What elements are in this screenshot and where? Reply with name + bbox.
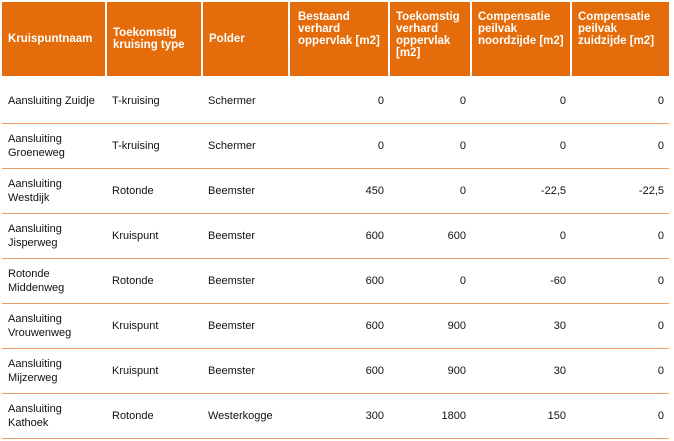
cell-toekomstig: 0 [389,123,471,168]
cell-toekomstig: 900 [389,303,471,348]
cell-kruispuntnaam: Rotonde Middenweg [2,258,106,303]
cell-compensatie-zuid: 0 [571,123,669,168]
cell-compensatie-noord: 150 [471,393,571,438]
cell-compensatie-noord: -60 [471,258,571,303]
header-polder: Polder [202,2,289,78]
cell-bestaand: 0 [289,78,389,123]
header-kruispuntnaam: Kruispuntnaam [2,2,106,78]
cell-kruising-type: T-kruising [106,78,202,123]
cell-kruising-type: Rotonde [106,258,202,303]
table-row [2,168,669,213]
cell-toekomstig: 0 [389,168,471,213]
cell-kruispuntnaam: Aansluiting Westdijk [2,168,106,213]
table-row [2,348,669,393]
header-row [2,2,669,78]
cell-bestaand: 0 [289,123,389,168]
cell-polder: Beemster [202,168,289,213]
cell-kruispuntnaam: Aansluiting Zuidje [2,78,106,123]
cell-kruispuntnaam: Aansluiting Mijzerweg [2,348,106,393]
cell-polder: Beemster [202,213,289,258]
cell-toekomstig: 0 [389,78,471,123]
cell-compensatie-zuid: 0 [571,258,669,303]
cell-kruising-type: T-kruising [106,123,202,168]
cell-kruispuntnaam: Aansluiting Kathoek [2,393,106,438]
cell-toekomstig: 0 [389,258,471,303]
cell-bestaand: 450 [289,168,389,213]
cell-toekomstig: 1800 [389,393,471,438]
cell-compensatie-noord: 0 [471,123,571,168]
header-compensatie-noord: Compensatie peilvak noordzijde [m2] [471,2,571,78]
header-toekomstig-oppervlak: Toekomstig verhard oppervlak [m2] [389,2,471,78]
table-container [0,2,674,441]
table-row [2,213,669,258]
table-row [2,258,669,303]
cell-polder: Westerkogge [202,393,289,438]
cell-compensatie-noord: -22,5 [471,168,571,213]
table-row [2,393,669,438]
cell-compensatie-noord: 30 [471,348,571,393]
cell-kruising-type: Rotonde [106,393,202,438]
table-header [2,2,669,78]
cell-compensatie-noord: 0 [471,213,571,258]
cell-compensatie-zuid: 0 [571,348,669,393]
cell-compensatie-zuid: -22,5 [571,168,669,213]
cell-kruising-type: Kruispunt [106,213,202,258]
cell-bestaand: 600 [289,303,389,348]
header-kruising-type: Toekomstig kruising type [106,2,202,78]
cell-polder: Beemster [202,348,289,393]
cell-polder: Schermer [202,123,289,168]
header-bestaand-oppervlak: Bestaand verhard oppervlak [m2] [289,2,389,78]
cell-kruispuntnaam: Aansluiting Jisperweg [2,213,106,258]
cell-kruising-type: Kruispunt [106,348,202,393]
cell-kruising-type: Rotonde [106,168,202,213]
cell-polder: Schermer [202,78,289,123]
table-row [2,78,669,123]
cell-bestaand: 300 [289,393,389,438]
table-row [2,303,669,348]
cell-polder: Beemster [202,258,289,303]
cell-toekomstig: 900 [389,348,471,393]
cell-toekomstig: 600 [389,213,471,258]
intersection-table [2,2,669,439]
cell-kruispuntnaam: Aansluiting Groeneweg [2,123,106,168]
cell-bestaand: 600 [289,348,389,393]
header-compensatie-zuid: Compensatie peilvak zuidzijde [m2] [571,2,669,78]
cell-bestaand: 600 [289,213,389,258]
cell-bestaand: 600 [289,258,389,303]
table-body [2,78,669,438]
cell-polder: Beemster [202,303,289,348]
cell-kruising-type: Kruispunt [106,303,202,348]
cell-compensatie-zuid: 0 [571,393,669,438]
table-row [2,123,669,168]
cell-compensatie-zuid: 0 [571,213,669,258]
cell-kruispuntnaam: Aansluiting Vrouwenweg [2,303,106,348]
cell-compensatie-zuid: 0 [571,303,669,348]
cell-compensatie-zuid: 0 [571,78,669,123]
cell-compensatie-noord: 0 [471,78,571,123]
cell-compensatie-noord: 30 [471,303,571,348]
